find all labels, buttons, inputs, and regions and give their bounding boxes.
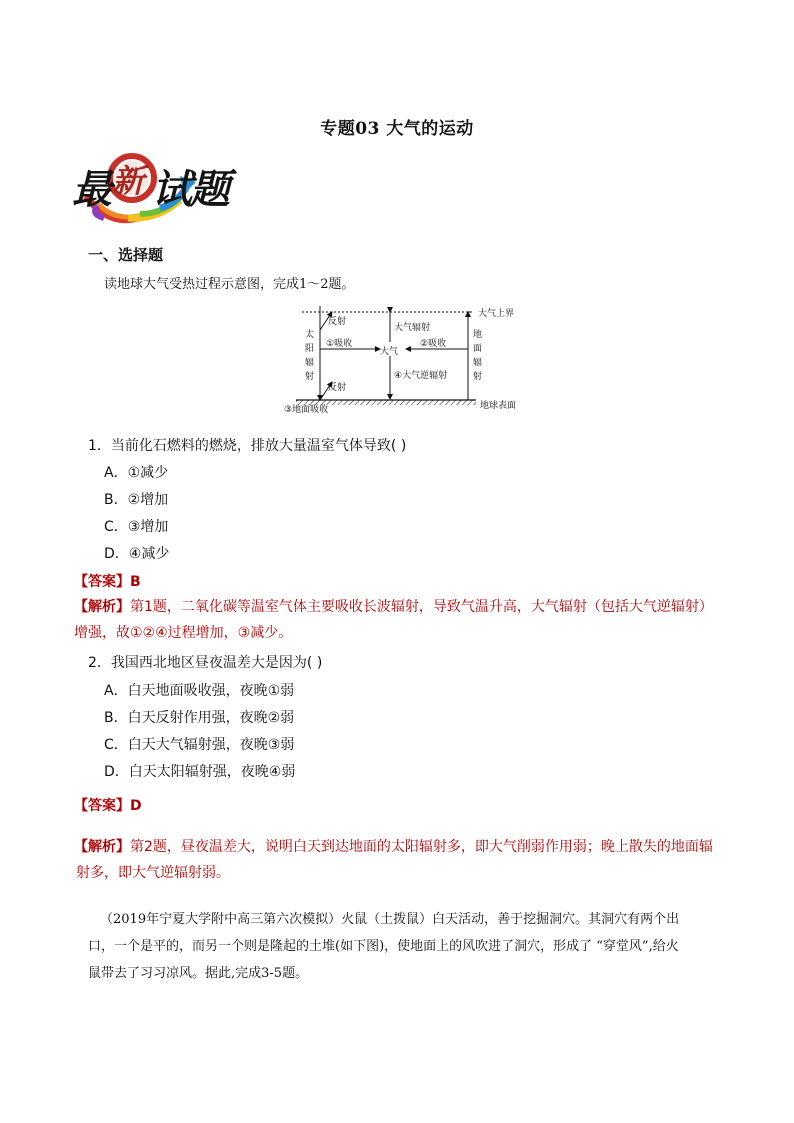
label-counter-radiation: ④大气逆辐射 [394,371,448,381]
question-intro: 读地球大气受热过程示意图，完成1～2题。 [104,277,355,292]
label-ground-radiation: 地面辐射 [473,330,483,382]
question-2-option-b[interactable]: B．白天反射作用强，夜晚②弱 [104,710,295,726]
question-2-stem: 2．我国西北地区昼夜温差大是因为( ) [88,655,323,671]
page-title: 专题03 大气的运动 [320,119,474,139]
label-absorb-2: ②吸收 [420,339,447,349]
label-reflect-bottom: 反射 [328,383,347,393]
question-1-stem: 1．当前化石燃料的燃烧，排放大量温室气体导致( ) [88,438,407,454]
answer-tag: 【答案】 [74,798,130,814]
question-1-option-d[interactable]: D．④减少 [104,546,170,562]
logo-char-1: 最 [72,166,112,213]
logo-char-2: 新 [112,162,145,200]
analysis-tag: 【解析】 [74,599,130,615]
logo-char-4: 题 [190,166,230,213]
label-ground-absorb: ③地面吸收 [284,405,329,414]
section-heading: 一、选择题 [88,246,164,264]
label-atmosphere-top: 大气上界 [478,309,515,319]
passage-line-2: 口，一个是平的，而另一个则是隆起的土堆(如下图)，使地面上的风吹进了洞穴，形成了 “穿堂风”,给火 [88,939,679,954]
answer-value: D [130,798,142,814]
passage-block [88,906,768,987]
passage-line-3: 鼠带去了习习凉风。据此,完成3-5题。 [88,966,309,981]
question-1-analysis [74,594,754,646]
label-reflect-top: 反射 [328,317,347,327]
label-atmosphere: 大气 [380,347,399,357]
question-1-option-c[interactable]: C．③增加 [104,519,169,535]
question-2-option-d[interactable]: D．白天太阳辐射强，夜晚④弱 [104,764,296,780]
answer-value: B [130,574,141,590]
question-2-option-a[interactable]: A．白天地面吸收强，夜晚①弱 [104,683,295,699]
question-1-option-a[interactable]: A．①减少 [104,465,169,481]
analysis-line-2: 增强，故①②④过程增加，③减少。 [74,625,293,641]
question-2-answer [74,795,142,815]
question-2-analysis [74,834,754,886]
diagram-svg [282,302,532,414]
analysis-line-1: 第2题，昼夜温差大，说明白天到达地面的太阳辐射多，即大气削弱作用弱；晚上散失的地面辐 [130,839,713,855]
answer-tag: 【答案】 [74,574,130,590]
analysis-line-2: 射多，即大气逆辐射弱。 [76,865,230,881]
logo-char-3: 试 [152,166,192,213]
question-1-answer [74,571,141,591]
question-2-option-c[interactable]: C．白天大气辐射强，夜晚③弱 [104,737,295,753]
atmosphere-heating-diagram [282,302,532,414]
label-earth-surface: 地球表面 [480,401,517,411]
analysis-line-1: 第1题，二氧化碳等温室气体主要吸收长波辐射，导致气温升高，大气辐射（包括大气逆辐射） [130,599,713,615]
label-atm-radiation: 大气辐射 [394,323,431,333]
passage-line-1: （2019年宁夏大学附中高三第六次模拟）火鼠（土拨鼠）白天活动，善于挖掘洞穴。其洞穴有两个出 [100,912,680,927]
question-1-option-b[interactable]: B．②增加 [104,492,169,508]
latest-questions-logo [68,148,233,226]
label-absorb-1: ①吸收 [326,339,353,349]
label-solar-radiation: 太阳辐射 [305,330,315,382]
analysis-tag: 【解析】 [74,839,130,855]
